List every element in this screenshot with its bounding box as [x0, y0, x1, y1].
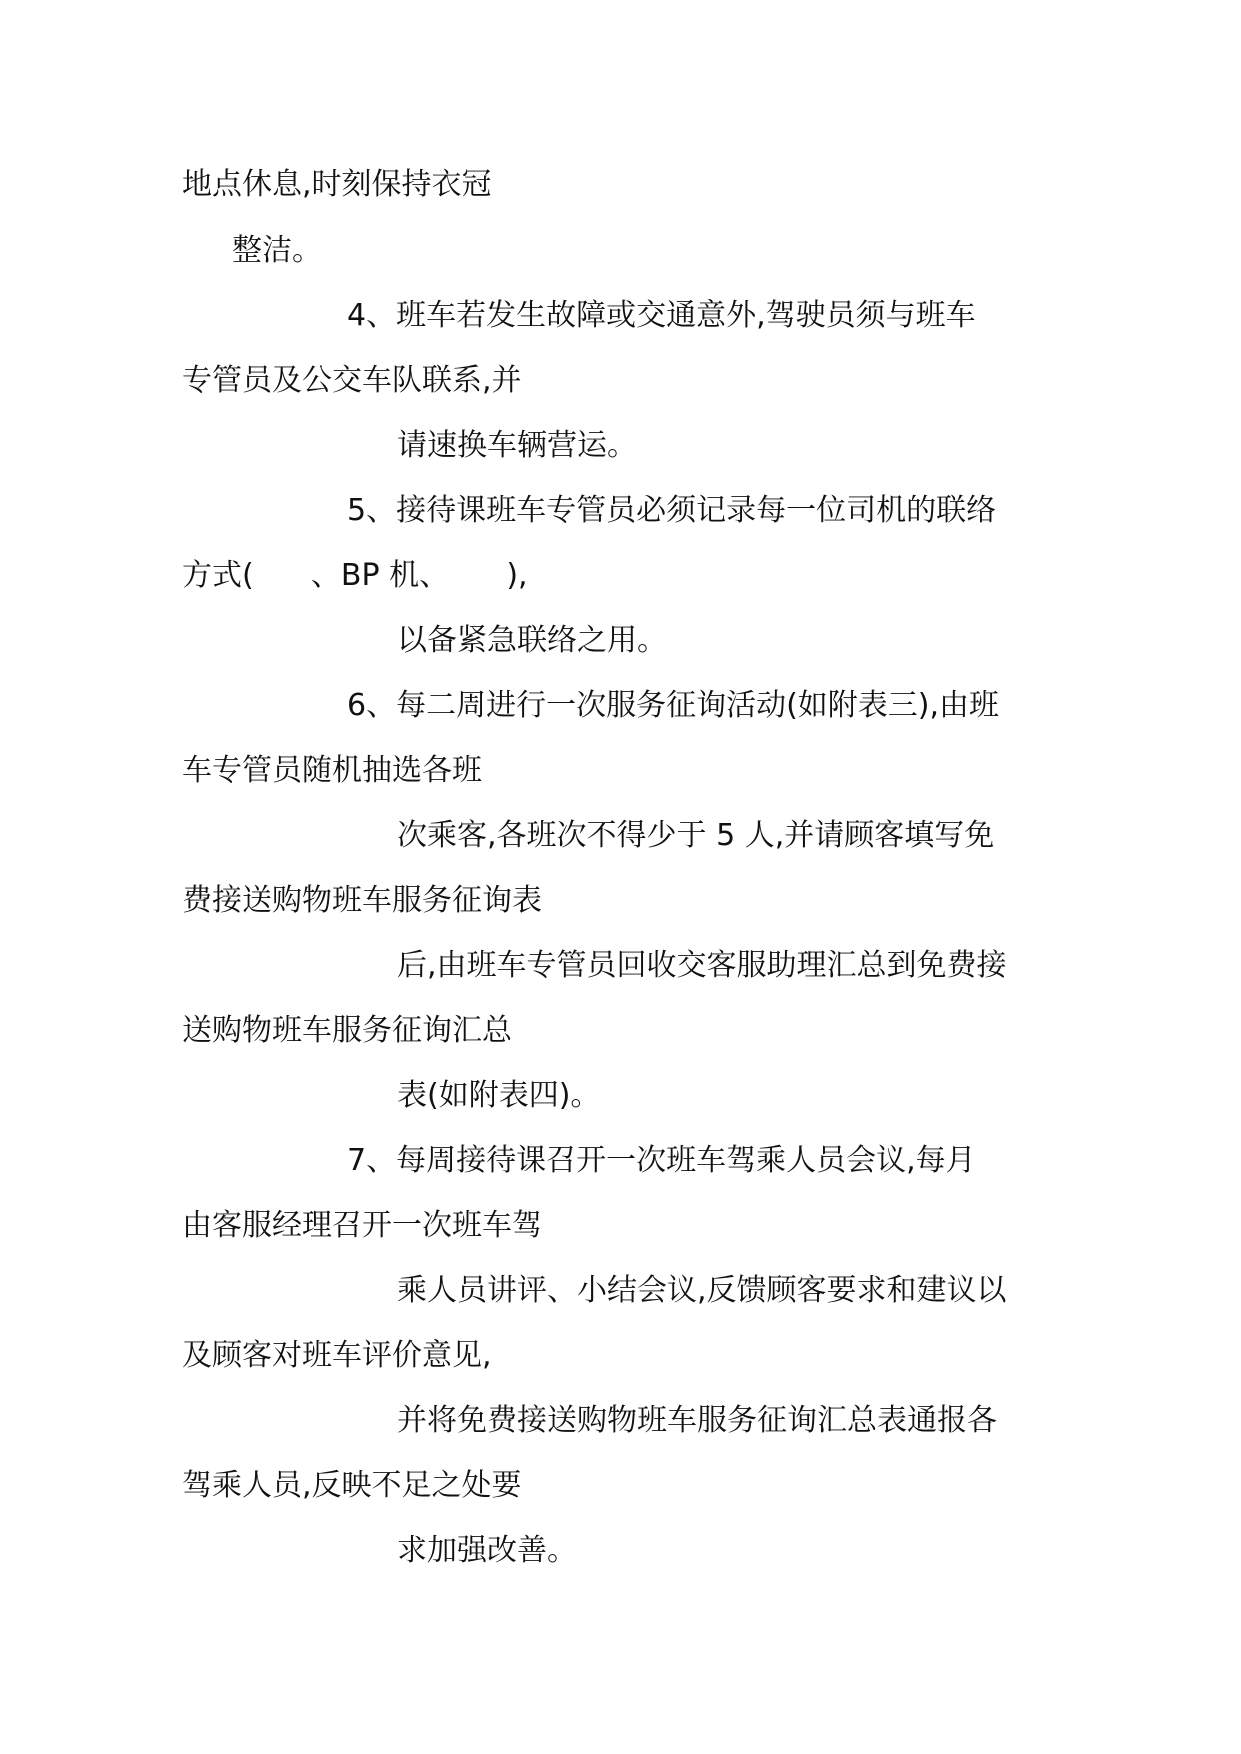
text-line: 方式( 、BP 机、 ), — [182, 558, 528, 593]
text-line: 及顾客对班车评价意见, — [182, 1338, 492, 1373]
text-line: 以备紧急联络之用。 — [397, 623, 667, 658]
text-line: 次乘客,各班次不得少于 5 人,并请顾客填写免 — [397, 818, 995, 853]
text-line: 请速换车辆营运。 — [397, 428, 637, 463]
text-line: 费接送购物班车服务征询表 — [182, 883, 542, 918]
text-line: 地点休息,时刻保持衣冠 — [182, 167, 492, 202]
text-line: 乘人员讲评、小结会议,反馈顾客要求和建议以 — [397, 1273, 1007, 1308]
text-line: 后,由班车专管员回收交客服助理汇总到免费接 — [397, 948, 1007, 983]
text-line: 专管员及公交车队联系,并 — [182, 363, 522, 398]
text-line: 5、接待课班车专管员必须记录每一位司机的联络 — [347, 493, 997, 528]
text-line: 送购物班车服务征询汇总 — [182, 1013, 512, 1048]
text-line: 并将免费接送购物班车服务征询汇总表通报各 — [397, 1403, 997, 1438]
text-line: 4、班车若发生故障或交通意外,驾驶员须与班车 — [347, 298, 976, 333]
text-line: 7、每周接待课召开一次班车驾乘人员会议,每月 — [347, 1143, 976, 1178]
text-line: 驾乘人员,反映不足之处要 — [182, 1468, 522, 1503]
text-line: 表(如附表四)。 — [397, 1078, 601, 1113]
text-line: 6、每二周进行一次服务征询活动(如附表三),由班 — [347, 688, 1000, 723]
text-line: 由客服经理召开一次班车驾 — [182, 1208, 542, 1243]
text-line: 车专管员随机抽选各班 — [182, 753, 482, 788]
text-line: 求加强改善。 — [397, 1533, 577, 1568]
text-line: 整洁。 — [232, 233, 322, 268]
